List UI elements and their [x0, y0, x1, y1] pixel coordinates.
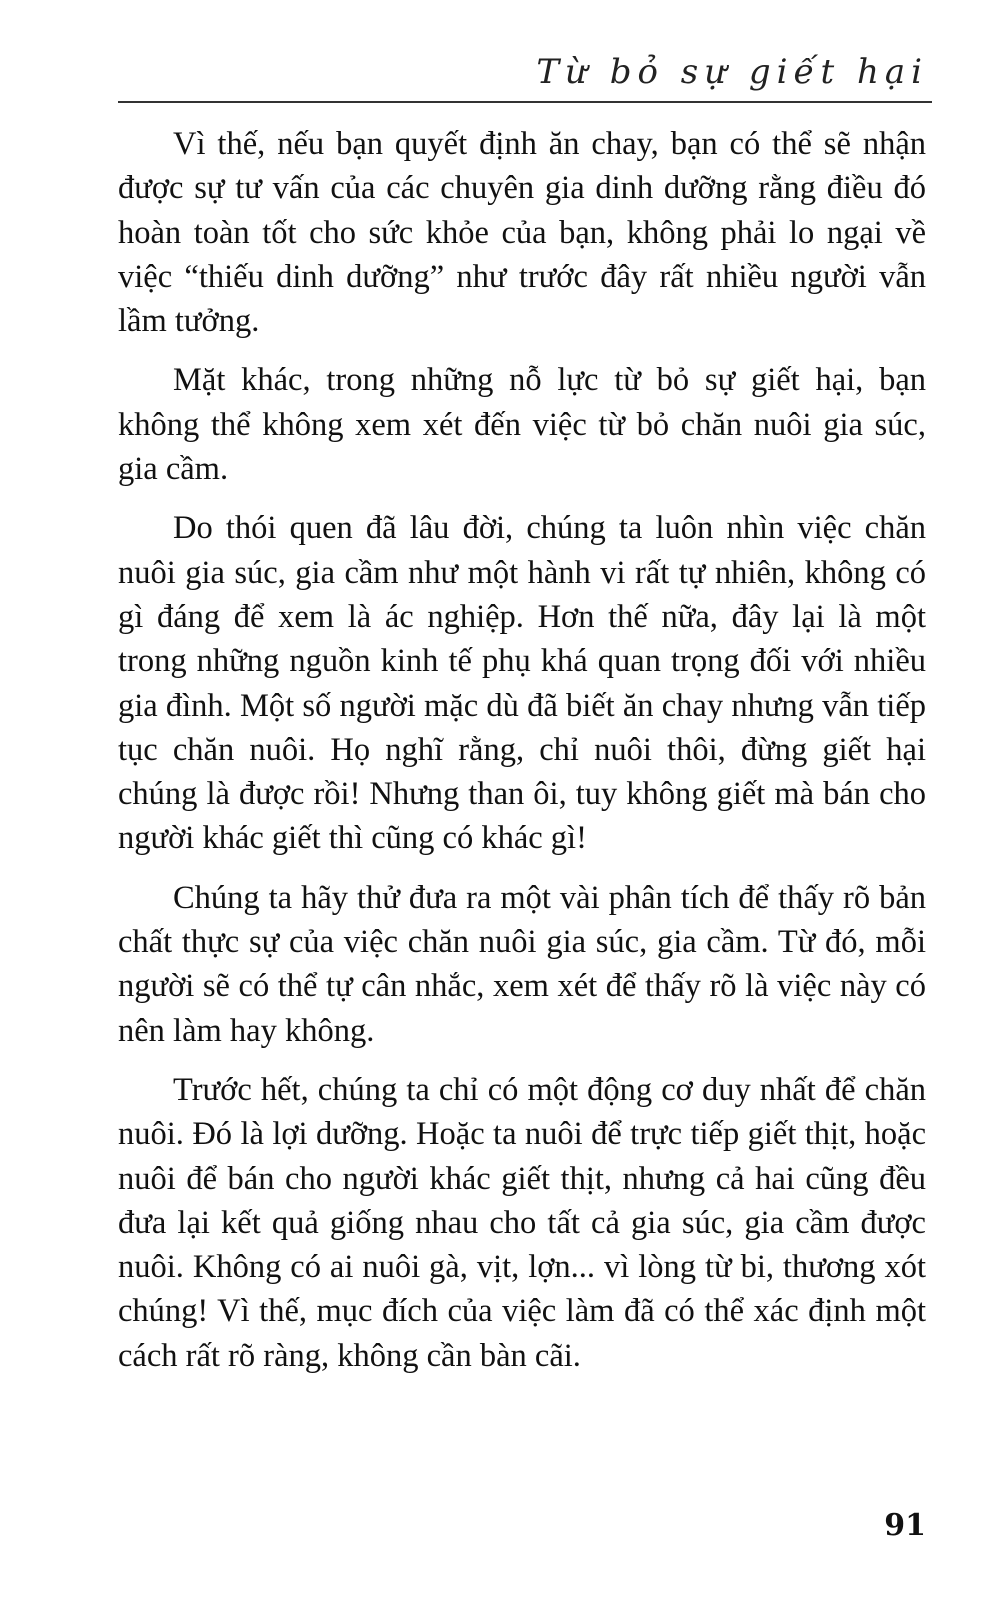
page-number: 91	[884, 1508, 926, 1543]
body-text	[118, 122, 926, 1393]
paragraph: Mặt khác, trong những nỗ lực từ bỏ sự giết hại, bạn không thể không xem xét đến việc từ bỏ chăn nuôi gia súc, gia cầm.	[118, 362, 926, 488]
paragraph: Trước hết, chúng ta chỉ có một động cơ duy nhất để chăn nuôi. Đó là lợi dưỡng. Hoặc ta nuôi để trực tiếp giết thịt, hoặc nuôi để bán cho người khác giết thịt, nhưng cả hai cũng đều đưa lại kết quả giống nhau cho tất cả gia súc, gia cầm được nuôi. Không có ai nuôi gà, vịt, lợn... vì lòng từ bi, thương xót chúng! Vì thế, mục đích của việc làm đã có thể xác định một cách rất rõ ràng, không cần bàn cãi.	[118, 1071, 926, 1374]
paragraph: Vì thế, nếu bạn quyết định ăn chay, bạn có thể sẽ nhận được sự tư vấn của các chuyên gia dinh dưỡng rằng điều đó hoàn toàn tốt cho sức khỏe của bạn, không phải lo ngại về việc “thiếu dinh dưỡng” như trước đây rất nhiều người vẫn lầm tưởng.	[118, 126, 926, 340]
paragraph: Chúng ta hãy thử đưa ra một vài phân tích để thấy rõ bản chất thực sự của việc chăn nuôi gia súc, gia cầm. Từ đó, mỗi người sẽ có thể tự cân nhắc, xem xét để thấy rõ là việc này có nên làm hay không.	[118, 879, 926, 1049]
running-header-title: Từ bỏ sự giết hại	[536, 52, 928, 92]
paragraph: Do thói quen đã lâu đời, chúng ta luôn nhìn việc chăn nuôi gia súc, gia cầm như một hành vi rất tự nhiên, không có gì đáng để xem là ác nghiệp. Hơn thế nữa, đây lại là một trong những nguồn kinh tế phụ khá quan trọng đối với nhiều gia đình. Một số người mặc dù đã biết ăn chay nhưng vẫn tiếp tục chăn nuôi. Họ nghĩ rằng, chỉ nuôi thôi, đừng giết hại chúng là được rồi! Nhưng than ôi, tuy không giết mà bán cho người khác giết thì cũng có khác gì!	[118, 510, 926, 857]
header-divider	[118, 101, 932, 103]
